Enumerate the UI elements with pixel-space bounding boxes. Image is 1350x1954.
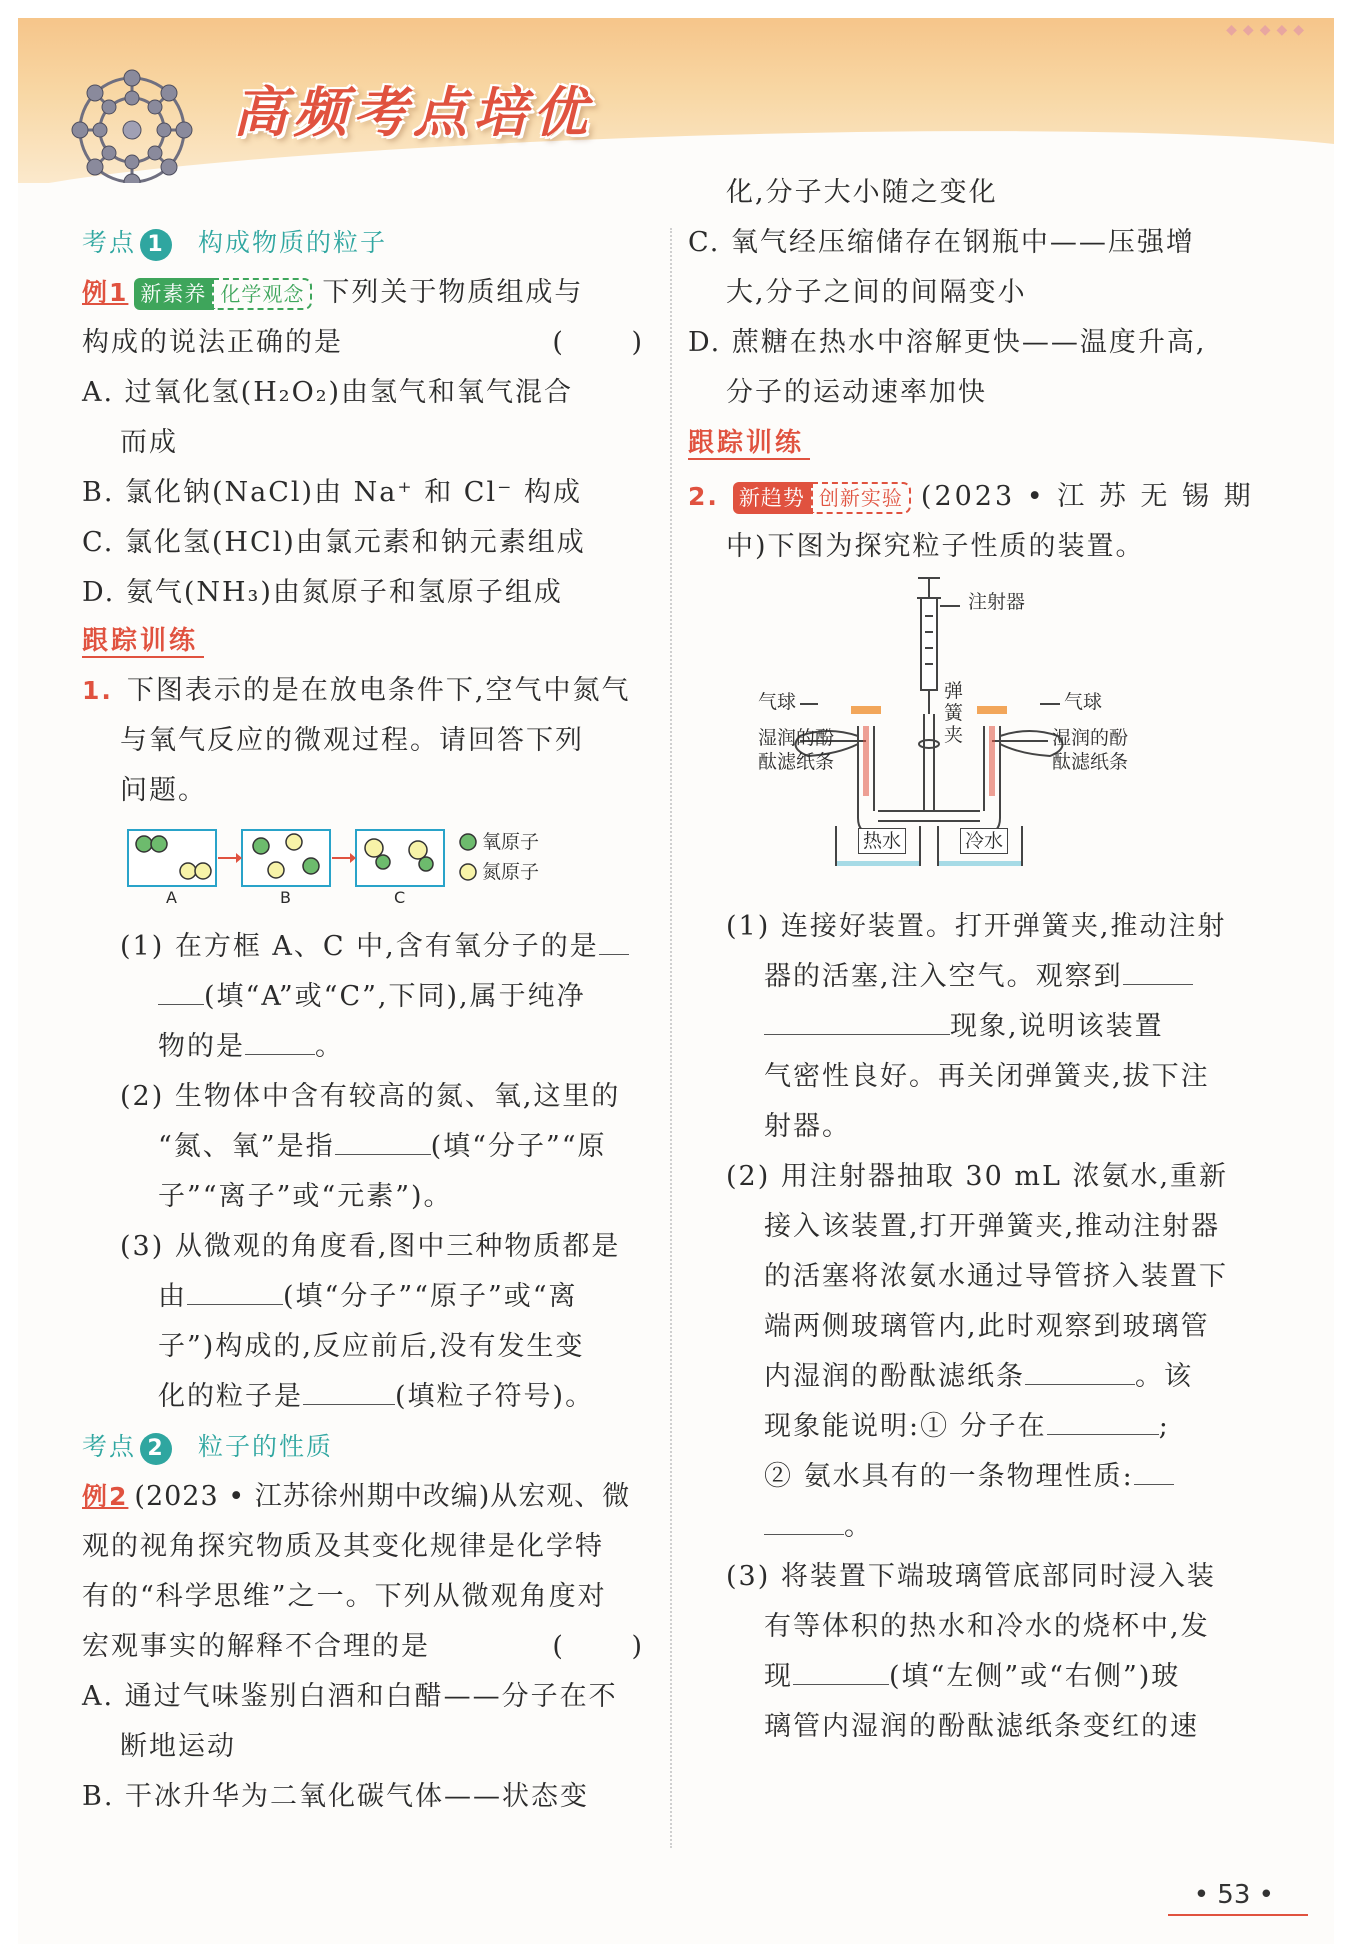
cold-water-label: 冷水	[960, 828, 1008, 854]
page-number: • 53 •	[1194, 1880, 1274, 1910]
answer-blank[interactable]	[158, 974, 204, 1005]
reaction-figure	[126, 826, 686, 916]
option-a: A. 过氧化氢(H₂O₂)由氢气和氧气混合	[82, 377, 574, 408]
balloon-right-label: 气球	[1064, 691, 1103, 713]
header-banner	[18, 18, 1334, 183]
answer-blank[interactable]	[764, 1004, 950, 1035]
apparatus-figure	[688, 576, 1288, 866]
option-d: D. 蔗糖在热水中溶解更快——温度升高,	[688, 327, 1207, 358]
tag-new-trend: 新趋势	[733, 482, 811, 514]
clip-label: 弹 簧 夹	[944, 680, 964, 746]
hot-water-label: 热水	[858, 828, 906, 854]
answer-blank[interactable]	[793, 1654, 889, 1685]
example-1: 例1 新素养 化学观念 下列关于物质组成与	[82, 277, 584, 308]
answer-blank[interactable]	[1123, 954, 1193, 985]
tag-new-literacy: 新素养	[134, 278, 212, 310]
answer-blank[interactable]	[1025, 1354, 1135, 1385]
answer-blank[interactable]	[1134, 1454, 1174, 1485]
answer-blank[interactable]	[245, 1024, 315, 1055]
paper-right-label: 湿润的酚 酞滤纸条	[1052, 727, 1129, 773]
example-label: 例1	[82, 278, 129, 307]
paper-left-label: 湿润的酚 酞滤纸条	[758, 727, 835, 773]
option-c: C. 氯化氢(HCl)由氯元素和钠元素组成	[82, 527, 586, 558]
answer-bracket: ( )	[552, 1631, 672, 1662]
section-heading-1: 考点 1 构成物质的粒子	[82, 218, 672, 268]
practice-heading: 跟踪训练	[82, 626, 204, 658]
example-label: 例2	[82, 1482, 129, 1511]
decor-dots: ◆◆◆◆◆	[1226, 22, 1310, 38]
answer-blank[interactable]	[335, 1124, 431, 1155]
answer-blank[interactable]	[599, 924, 629, 955]
practice-heading: 跟踪训练	[688, 428, 810, 460]
legend-nitrogen: 氮原子	[482, 861, 540, 883]
balloon-left-label: 气球	[758, 691, 797, 713]
right-column: 化,分子大小随之变化 C. 氧气经压缩储存在钢瓶中——压强增 大,分子之间的间隔变小 D. 蔗糖在热水中溶解更快——温度升高, 分子的运动速率加快 跟踪训练 2. 新趋势 创新实验 (2023 • 江 苏 无 锡 期 中)下图为探究粒子性质的装置。 注射器 弹 簧 夹 气球 气球 湿润的酚 酞滤纸条 湿润的酚 酞滤纸条 热水 冷水 (1) 连接好装置。打开弹簧夹,推动注射 器的活塞,注入空气。观察到 现象,说明该装置 气密性良好。再关闭弹簧夹,拔下注 射器。 (2) 用注射器抽取 30 mL 浓氨水,重新 接入该装置,打开弹簧夹,推动注射器 的活塞将浓氨水通过导管挤入装置下 端两侧玻璃管内,此时观察到玻璃管 内湿润的酚酞滤纸条 。该 现象能说明:① 分子在 ; ② 氨水具有的一条物理性质: 。 (3) 将装置下端玻璃管底部同时浸入装 有等体积的热水和冷水的烧杯中,发 现 (填“左侧”或“右侧”)玻 璃管内湿润的酚酞滤纸条变红的速	[688, 168, 1288, 1752]
answer-bracket: ( )	[552, 327, 672, 358]
answer-blank[interactable]	[764, 1504, 844, 1535]
page-title: 高频考点培优	[233, 81, 593, 144]
section-heading-2: 考点 2 粒子的性质	[82, 1422, 672, 1472]
option-b: B. 氯化钠(NaCl)由 Na⁺ 和 Cl⁻ 构成	[82, 477, 582, 508]
syringe-label: 注射器	[968, 591, 1026, 613]
answer-blank[interactable]	[187, 1274, 283, 1305]
page	[18, 18, 1334, 1944]
legend-oxygen: 氧原子	[482, 831, 540, 853]
answer-blank[interactable]	[303, 1374, 395, 1405]
example-2: 例2 (2023 • 江苏徐州期中改编)从宏观、微	[82, 1481, 631, 1512]
option-a: A. 通过气味鉴别白酒和白醋——分子在不	[82, 1681, 618, 1712]
answer-blank[interactable]	[1047, 1404, 1159, 1435]
fullerene-icon	[62, 60, 202, 183]
option-d: D. 氨气(NH₃)由氮原子和氢原子组成	[82, 577, 563, 608]
option-c: C. 氧气经压缩储存在钢瓶中——压强增	[688, 227, 1195, 258]
box-b-label: B	[280, 888, 291, 907]
box-c-label: C	[394, 888, 406, 907]
left-column: 考点 1 构成物质的粒子 例1 新素养 化学观念 下列关于物质组成与 构成的说法正确的是 ( ) A. 过氧化氢(H₂O₂)由氢气和氧气混合 而成 B. 氯化钠(NaCl)由 Na⁺ 和 Cl⁻ 构成 C. 氯化氢(HCl)由氯元素和钠元素组成 D. 氨气(NH₃)由氮原子和氢原子组成 跟踪训练 1. 下图表示的是在放电条件下,空气中氮气 与氧气反应的微观过程。请回答下列 问题。 A B C 氧原子 氮原子 (1) 在方框 A、C 中,含有氧分子的是 (填“A”或“C”,下同),属于纯净 物的是 。 (2) 生物体中含有较高的氮、氧,这里的 “氮、氧”是指 (填“分子”“原 子”“离子”或“元素”)。 (3) 从微观的角度看,图中三种物质都是 由 (填“分子”“原子”或“离 子”)构成的,反应前后,没有发生变 化的粒子是 (填粒子符号)。 考点 2 粒子的性质 例2 (2023 • 江苏徐州期中改编)从宏观、微 观的视角探究物质及其变化规律是化学特 有的“科学思维”之一。下列从微观角度对 宏观事实的解释不合理的是 ( ) A. 通过气味鉴别白酒和白醋——分子在不 断地运动 B. 干冰升华为二氧化碳气体——状态变	[82, 218, 672, 1822]
question-number: 2.	[688, 482, 719, 511]
tag-chem-concept: 化学观念	[212, 278, 312, 310]
tag-innovative-experiment: 创新实验	[811, 482, 911, 514]
option-b: B. 干冰升华为二氧化碳气体——状态变	[82, 1781, 590, 1812]
box-a-label: A	[166, 888, 177, 907]
question-number: 1.	[82, 676, 113, 705]
